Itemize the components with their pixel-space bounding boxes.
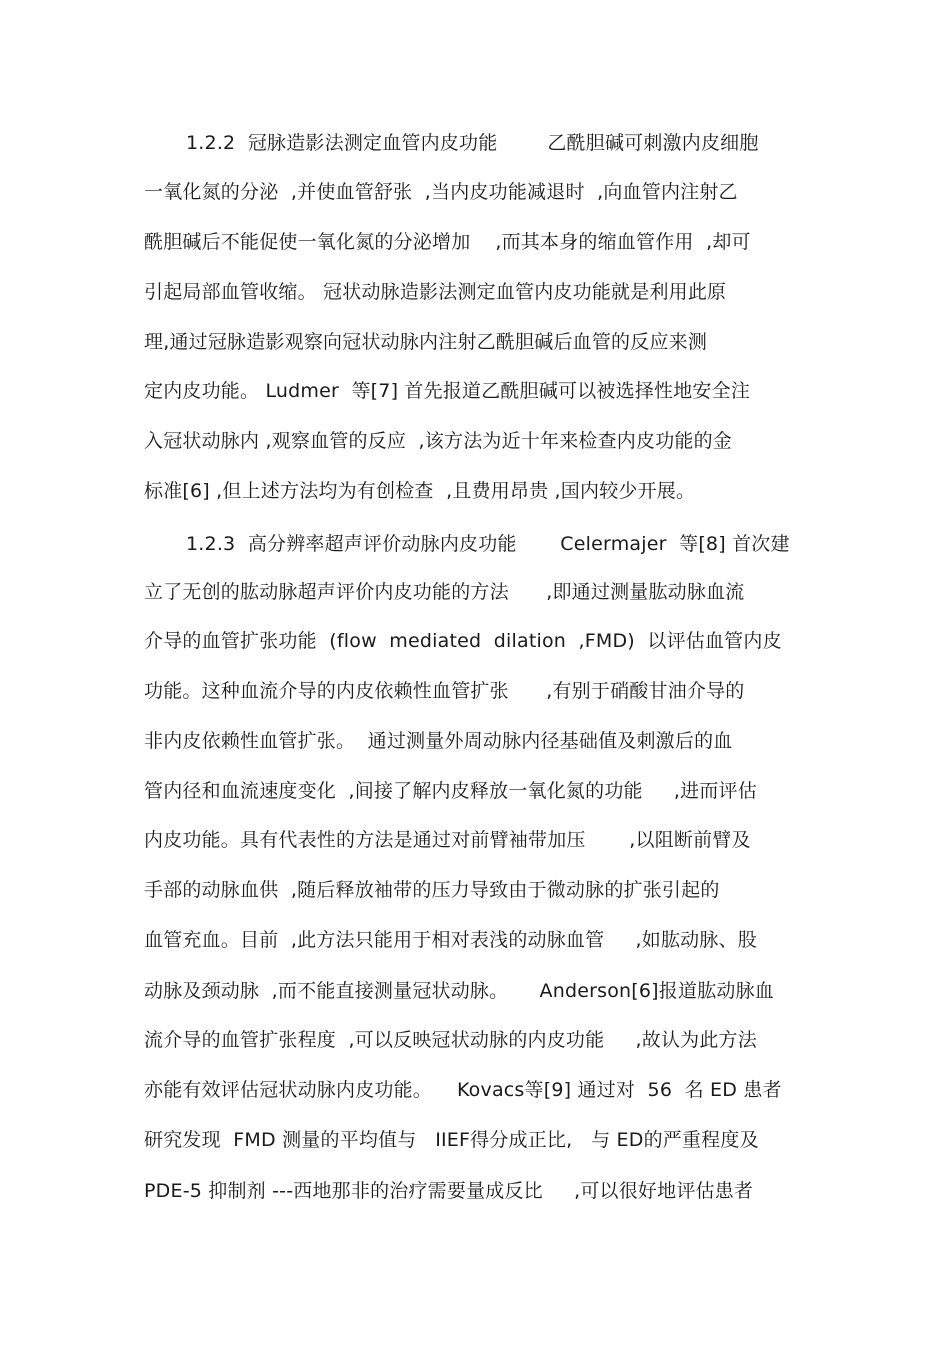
text-line: 血管充血。目前 ,此方法只能用于相对表浅的动脉血管 ,如肱动脉、股: [144, 929, 757, 951]
text-line: 定内皮功能。 Ludmer 等[7] 首先报道乙酰胆碱可以被选择性地安全注: [144, 380, 751, 402]
text-line: 1.2.3 高分辨率超声评价动脉内皮功能 Celermajer 等[8] 首次建: [186, 533, 790, 555]
text-line: 标准[6] ,但上述方法均为有创检查 ,且费用昂贵 ,国内较少开展。: [144, 480, 696, 502]
text-line: 酰胆碱后不能促使一氧化氮的分泌增加 ,而其本身的缩血管作用 ,却可: [144, 231, 751, 253]
text-line: 研究发现 FMD 测量的平均值与 IIEF得分成正比, 与 ED的严重程度及: [144, 1129, 759, 1151]
text-line: 亦能有效评估冠状动脉内皮功能。 Kovacs等[9] 通过对 56 名 ED 患者: [144, 1079, 782, 1101]
text-line: 动脉及颈动脉 ,而不能直接测量冠状动脉。 Anderson[6]报道肱动脉血: [144, 980, 774, 1002]
text-line: 引起局部血管收缩。 冠状动脉造影法测定血管内皮功能就是利用此原: [144, 281, 727, 303]
text-line: 管内径和血流速度变化 ,间接了解内皮释放一氧化氮的功能 ,进而评估: [144, 780, 757, 802]
text-line: 立了无创的肱动脉超声评价内皮功能的方法 ,即通过测量肱动脉血流: [144, 581, 745, 603]
text-line: 一氧化氮的分泌 ,并使血管舒张 ,当内皮功能减退时 ,向血管内注射乙: [144, 181, 738, 203]
text-line: 功能。这种血流介导的内皮依赖性血管扩张 ,有别于硝酸甘油介导的: [144, 680, 745, 702]
text-line: 入冠状动脉内 ,观察血管的反应 ,该方法为近十年来检查内皮功能的金: [144, 430, 732, 452]
text-line: 非内皮依赖性血管扩张。 通过测量外周动脉内径基础值及刺激后的血: [144, 730, 733, 752]
text-line: 1.2.2 冠脉造影法测定血管内皮功能 乙酰胆碱可刺激内皮细胞: [186, 132, 759, 154]
text-line: PDE-5 抑制剂 ---西地那非的治疗需要量成反比 ,可以很好地评估患者: [144, 1180, 754, 1202]
text-line: 手部的动脉血供 ,随后释放袖带的压力导致由于微动脉的扩张引起的: [144, 879, 720, 901]
text-line: 流介导的血管扩张程度 ,可以反映冠状动脉的内皮功能 ,故认为此方法: [144, 1029, 757, 1051]
text-line: 介导的血管扩张功能 (flow mediated dilation ,FMD) 以评估血管内皮: [144, 630, 782, 652]
text-line: 理,通过冠脉造影观察向冠状动脉内注射乙酰胆碱后血管的反应来测: [144, 331, 708, 353]
text-line: 内皮功能。具有代表性的方法是通过对前臂袖带加压 ,以阻断前臂及: [144, 829, 751, 851]
